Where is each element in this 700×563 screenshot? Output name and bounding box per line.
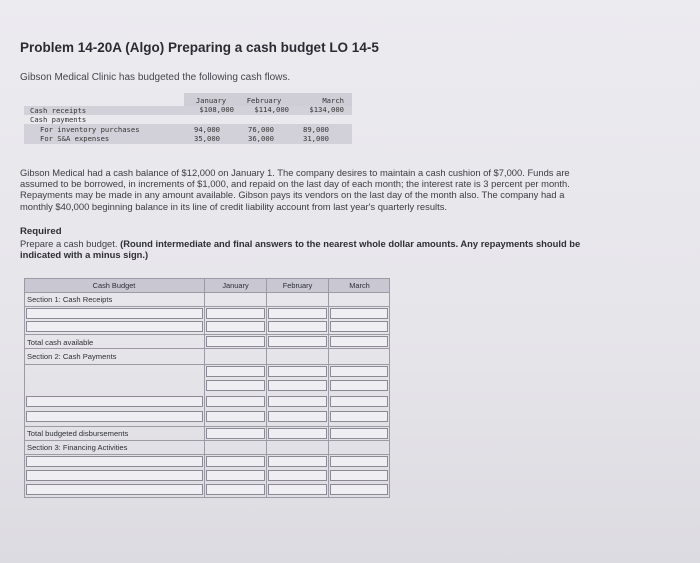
- amount-input[interactable]: [268, 411, 327, 422]
- amount-input[interactable]: [268, 380, 327, 391]
- amount-input[interactable]: [330, 456, 388, 467]
- cash-flows-row-label: Cash receipts: [30, 106, 87, 115]
- grid-line: [266, 278, 267, 498]
- required-lead: Prepare a cash budget.: [20, 238, 118, 249]
- grid-line: [24, 454, 390, 455]
- cash-flows-value: 35,000: [194, 134, 220, 143]
- amount-input[interactable]: [268, 470, 327, 481]
- grid-line: [24, 278, 390, 279]
- problem-description: [20, 167, 660, 212]
- cash-flows-table: [24, 93, 352, 151]
- grid-line: [24, 364, 390, 365]
- required-bold-1: (Round intermediate and final answers to the nearest whole dollar amounts. Any repayments should be: [120, 238, 581, 249]
- amount-input[interactable]: [206, 484, 265, 495]
- cash-budget-header: Cash Budget: [92, 281, 136, 290]
- cash-flows-row-label: For inventory purchases: [40, 125, 140, 134]
- cash-budget-table: [24, 278, 390, 498]
- label-input[interactable]: [26, 470, 203, 481]
- label-input[interactable]: [26, 308, 203, 319]
- amount-input[interactable]: [330, 380, 388, 391]
- amount-input[interactable]: [330, 308, 388, 319]
- amount-input[interactable]: [206, 470, 265, 481]
- required-heading: Required: [20, 226, 62, 237]
- amount-input[interactable]: [268, 366, 327, 377]
- grid-line: [389, 278, 390, 498]
- amount-input[interactable]: [330, 484, 388, 495]
- amount-input[interactable]: [330, 366, 388, 377]
- required-instructions: [20, 238, 660, 260]
- required-bold-2: indicated with a minus sign.): [20, 249, 149, 261]
- column-header-january: January: [222, 281, 249, 290]
- amount-input[interactable]: [268, 396, 327, 407]
- cash-flows-row-label: Cash payments: [30, 115, 87, 124]
- amount-input[interactable]: [206, 396, 265, 407]
- cash-flows-value: 89,000: [303, 125, 329, 134]
- intro-text: Gibson Medical Clinic has budgeted the following cash flows.: [20, 72, 291, 83]
- cash-flows-month-february: February: [246, 96, 282, 105]
- description-line: monthly $40,000 beginning balance in its line of credit liability account from last year's quarterly results.: [20, 200, 448, 212]
- grid-line: [24, 426, 390, 427]
- cash-flows-value: 94,000: [194, 125, 220, 134]
- amount-input[interactable]: [206, 308, 265, 319]
- grid-line: [24, 306, 390, 307]
- amount-input[interactable]: [330, 411, 388, 422]
- section-3-label: Section 3: Financing Activities: [27, 443, 128, 452]
- cash-flows-value: $134,000: [309, 105, 344, 114]
- amount-input[interactable]: [268, 321, 327, 332]
- amount-input[interactable]: [330, 321, 388, 332]
- amount-input[interactable]: [268, 428, 327, 439]
- grid-line: [204, 278, 205, 498]
- cash-flows-month-march: March: [322, 96, 344, 105]
- amount-input[interactable]: [206, 366, 265, 377]
- cash-flows-value: 36,000: [248, 134, 274, 143]
- amount-input[interactable]: [330, 470, 388, 481]
- label-input[interactable]: [26, 484, 203, 495]
- amount-input[interactable]: [330, 396, 388, 407]
- amount-input[interactable]: [206, 380, 265, 391]
- cash-flows-value: $114,000: [254, 105, 289, 114]
- cash-flows-month-january: January: [195, 96, 227, 105]
- amount-input[interactable]: [206, 428, 265, 439]
- amount-input[interactable]: [330, 336, 388, 347]
- cash-flows-value: $108,000: [199, 105, 234, 114]
- cash-flows-row-label: For S&A expenses: [40, 134, 110, 143]
- section-1-label: Section 1: Cash Receipts: [27, 295, 113, 304]
- cash-flows-value: 31,000: [303, 134, 329, 143]
- amount-input[interactable]: [206, 321, 265, 332]
- amount-input[interactable]: [268, 336, 327, 347]
- section-2-label: Section 2: Cash Payments: [27, 352, 117, 361]
- grid-line: [24, 334, 390, 335]
- label-input[interactable]: [26, 456, 203, 467]
- grid-line: [24, 348, 390, 349]
- label-input[interactable]: [26, 411, 203, 422]
- grid-line: [24, 440, 390, 441]
- total-disbursements-label: Total budgeted disbursements: [27, 429, 129, 438]
- amount-input[interactable]: [330, 428, 388, 439]
- amount-input[interactable]: [268, 308, 327, 319]
- description-line: assumed to be borrowed, in increments of $1,000, and repaid on the last day of each month; the interest rate is 3 percent per month.: [20, 178, 570, 190]
- grid-line: [24, 292, 390, 293]
- amount-input[interactable]: [206, 456, 265, 467]
- amount-input[interactable]: [206, 336, 265, 347]
- amount-input[interactable]: [206, 411, 265, 422]
- column-header-february: February: [282, 281, 313, 290]
- amount-input[interactable]: [268, 456, 327, 467]
- description-line: Gibson Medical had a cash balance of $12,000 on January 1. The company desires to maintain a cash cushion of $7,000. Funds are: [20, 167, 570, 178]
- column-header-march: March: [349, 281, 370, 290]
- grid-line: [24, 278, 25, 498]
- problem-title: Problem 14-20A (Algo) Preparing a cash budget LO 14-5: [20, 40, 379, 55]
- label-input[interactable]: [26, 321, 203, 332]
- amount-input[interactable]: [268, 484, 327, 495]
- cash-flows-value: 76,000: [248, 125, 274, 134]
- label-input[interactable]: [26, 396, 203, 407]
- description-line: Repayments may be made in any amount available. Gibson pays its vendors on the last day of the month also. The company had a: [20, 189, 565, 201]
- grid-line: [328, 278, 329, 498]
- total-cash-available-label: Total cash available: [27, 338, 94, 347]
- grid-line: [24, 497, 390, 498]
